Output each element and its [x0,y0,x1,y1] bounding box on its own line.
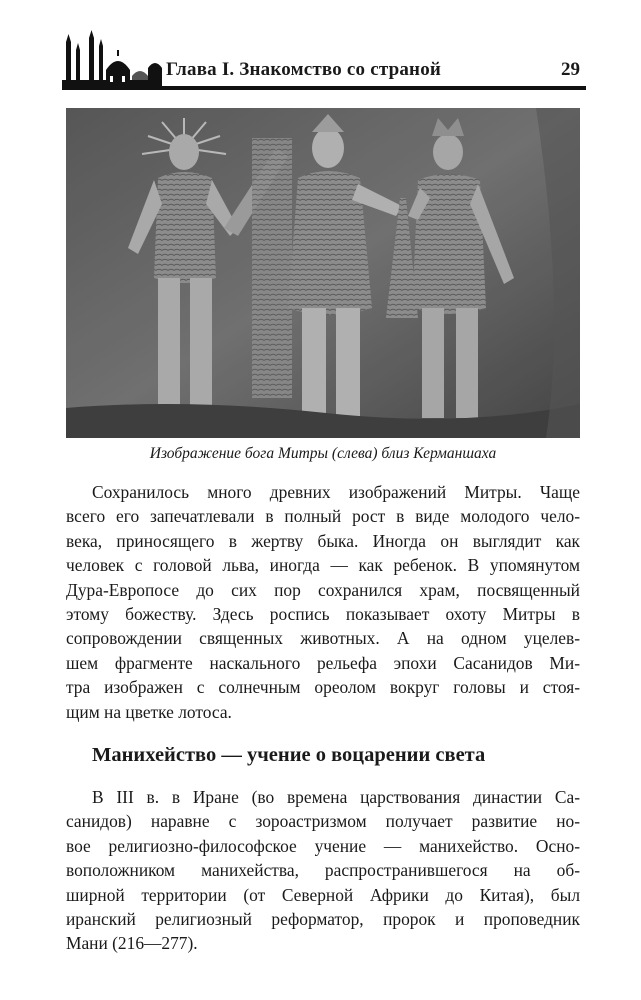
text-line: щим на цветке лотоса. [66,701,232,722]
mosque-skyline-icon [62,28,162,90]
running-header [62,28,586,90]
figure-caption: Изображение бога Митры (слева) близ Керманшаха [149,445,497,462]
header-rule [62,86,586,90]
text-line: ширной территории (от Северной Африки до Китая), был [66,884,580,905]
chapter-title: Глава I. Знакомство со страной [166,59,442,80]
text-line: Сохранилось много древних изображений Митры. Чаще [92,482,580,502]
paragraph-mithra [66,480,580,724]
text-line: В III в. в Иране (во времена царствования династии Са- [92,787,580,807]
text-line: Дура-Европосе до сих пор сохранился храм, посвященный [66,579,580,600]
text-line: этому божеству. Здесь роспись показывает охоту Митры в [66,604,580,625]
rock-relief-photo [66,108,580,438]
paragraph-manichaeism [66,785,580,956]
text-line: вое религиозно-философское учение — манихейство. Осно- [66,835,580,856]
page-number: 29 [561,59,580,80]
text-line: воположником манихейства, распространившегося на об- [66,860,580,881]
section-heading: Манихейство — учение о воцарении света [92,744,486,766]
text-line: тра изображен с солнечным ореолом вокруг головы и стоя- [66,677,580,698]
relief-photo [66,108,580,438]
text-line: шем фрагменте наскального рельефа эпохи Сасанидов Ми- [66,652,580,673]
text-line: санидов) наравне с зороастризмом получает развитие но- [66,811,580,832]
text-line: всего его запечатлевали в полный рост в виде молодого чело- [66,506,580,527]
text-line: века, приносящего в жертву быка. Иногда он выглядит как [66,530,580,551]
text-line: сопровождении священных животных. А на одном уцелев- [66,628,580,649]
text-line: иранский религиозный реформатор, пророк и проповедник [66,909,580,930]
text-line: человек с головой льва, иногда — как ребенок. В упомянутом [66,555,580,576]
text-line: Мани (216—277). [66,933,198,954]
